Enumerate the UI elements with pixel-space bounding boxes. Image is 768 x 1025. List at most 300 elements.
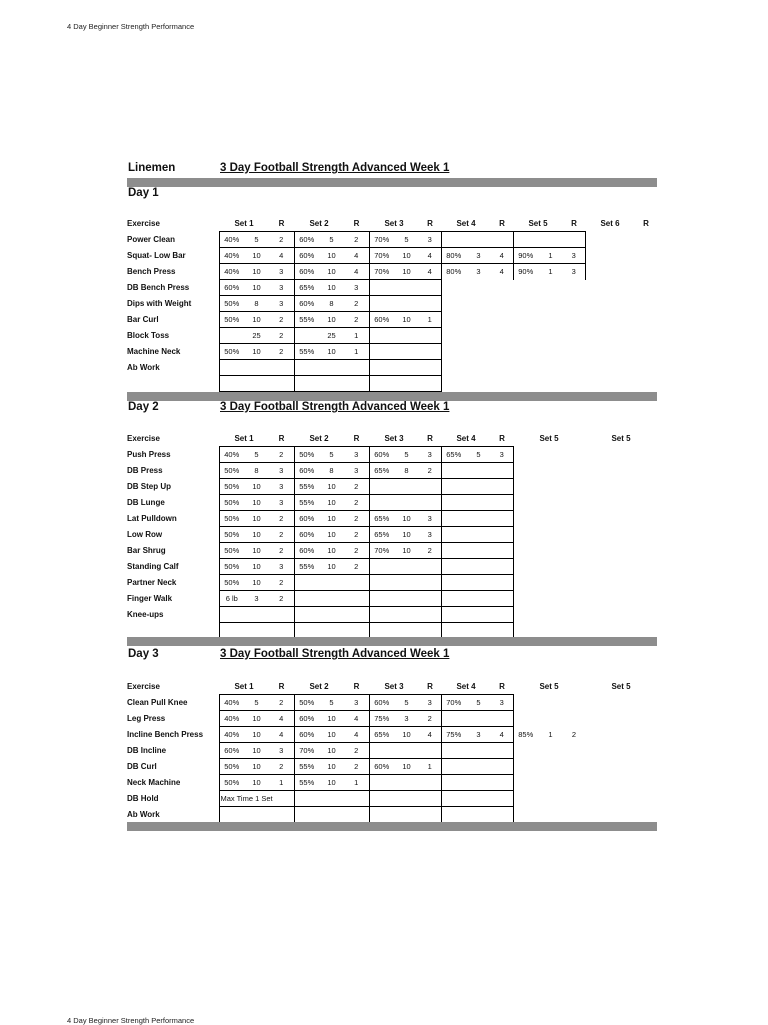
- table-cell: 4: [269, 727, 294, 743]
- page-footer: 4 Day Beginner Strength Performance: [67, 1016, 195, 1025]
- column-header: Set 5: [528, 219, 548, 228]
- exercise-name: Machine Neck: [127, 347, 181, 356]
- day3-table: [127, 679, 657, 823]
- table-cell: [610, 328, 635, 344]
- table-cell: 2: [344, 759, 369, 775]
- table-cell: 8: [244, 463, 269, 479]
- table-cell: [513, 495, 538, 511]
- table-cell: [491, 607, 513, 623]
- table-cell: [635, 791, 657, 807]
- table-cell: [419, 360, 441, 376]
- table-cell: [585, 328, 610, 344]
- table-cell: [419, 743, 441, 759]
- table-cell: 8: [319, 296, 344, 312]
- table-cell: 3: [466, 248, 491, 264]
- table-cell: [513, 296, 538, 312]
- table-cell: 2: [269, 575, 294, 591]
- table-cell: 40%: [219, 232, 244, 248]
- table-cell: [269, 807, 294, 823]
- table-cell: 65%: [369, 527, 394, 543]
- table-cell: 10: [244, 575, 269, 591]
- table-cell: 10: [319, 344, 344, 360]
- table-cell: [610, 711, 635, 727]
- table-cell: 2: [344, 559, 369, 575]
- table-cell: 3: [269, 280, 294, 296]
- table-cell: [394, 775, 419, 791]
- table-cell: [513, 759, 538, 775]
- table-row: [127, 575, 657, 591]
- table-cell: 5: [466, 695, 491, 711]
- table-cell: 40%: [219, 727, 244, 743]
- table-cell: 6 lb: [219, 591, 244, 607]
- table-cell: [635, 360, 657, 376]
- table-cell: [513, 743, 538, 759]
- day3-title-row: [127, 648, 657, 664]
- day1-program-title: 3 Day Football Strength Advanced Week 1: [220, 162, 450, 174]
- table-cell: [466, 543, 491, 559]
- table-row: [127, 264, 657, 280]
- table-cell: 25: [319, 328, 344, 344]
- table-cell: [610, 479, 635, 495]
- table-cell: 10: [244, 711, 269, 727]
- table-cell: [394, 607, 419, 623]
- table-cell: 4: [419, 727, 441, 743]
- table-cell: [319, 376, 344, 392]
- table-cell: [563, 807, 585, 823]
- table-cell: [513, 447, 538, 463]
- table-row: [127, 559, 657, 575]
- table-row: [127, 695, 657, 711]
- column-header: R: [278, 434, 285, 443]
- table-cell: [585, 232, 610, 248]
- table-cell: [491, 527, 513, 543]
- table-cell: [344, 575, 369, 591]
- table-cell: [610, 248, 635, 264]
- table-cell: 3: [419, 511, 441, 527]
- table-cell: 3: [269, 479, 294, 495]
- exercise-name: Standing Calf: [127, 562, 179, 571]
- table-cell: 2: [344, 527, 369, 543]
- table-cell: [513, 543, 538, 559]
- table-cell: [635, 511, 657, 527]
- table-cell: 2: [571, 730, 577, 739]
- table-cell: [394, 328, 419, 344]
- column-header: Set 2: [309, 219, 329, 228]
- table-row: [127, 360, 657, 376]
- table-cell: [491, 559, 513, 575]
- table-cell: 2: [344, 479, 369, 495]
- table-cell: 50%: [219, 495, 244, 511]
- table-cell: [563, 232, 585, 248]
- table-cell: [466, 376, 491, 392]
- exercise-name: DB Bench Press: [127, 283, 190, 292]
- table-cell: [513, 791, 538, 807]
- column-header: R: [353, 434, 360, 443]
- table-cell: 60%: [294, 248, 319, 264]
- table-cell: [635, 495, 657, 511]
- table-cell: 10: [244, 479, 269, 495]
- table-cell: 50%: [294, 447, 319, 463]
- table-cell: 10: [394, 264, 419, 280]
- table-cell: 65%: [369, 511, 394, 527]
- table-cell: [419, 376, 441, 392]
- table-cell: 4: [344, 264, 369, 280]
- table-row: [127, 296, 657, 312]
- table-cell: [585, 447, 610, 463]
- column-header: R: [278, 219, 285, 228]
- table-cell: [635, 312, 657, 328]
- table-cell: [344, 791, 369, 807]
- exercise-name: Squat- Low Bar: [127, 251, 186, 260]
- table-cell: [563, 527, 585, 543]
- table-cell: [244, 807, 269, 823]
- table-cell: [466, 575, 491, 591]
- table-cell: [491, 232, 513, 248]
- table-cell: [563, 360, 585, 376]
- table-cell: [441, 344, 466, 360]
- table-cell: 10: [244, 759, 269, 775]
- column-header: Set 2: [309, 682, 329, 691]
- table-cell: 60%: [219, 743, 244, 759]
- table-cell: [538, 543, 563, 559]
- table-row: [127, 543, 657, 559]
- table-cell: 2: [269, 232, 294, 248]
- table-cell: [419, 559, 441, 575]
- table-cell: [244, 360, 269, 376]
- table-cell: [635, 376, 657, 392]
- table-cell: [319, 791, 344, 807]
- table-cell: [538, 312, 563, 328]
- exercise-name: Knee-ups: [127, 610, 164, 619]
- table-cell: 10: [244, 495, 269, 511]
- table-cell: [466, 807, 491, 823]
- table-cell: [344, 807, 369, 823]
- table-cell: [563, 759, 585, 775]
- table-cell: 5: [244, 447, 269, 463]
- table-cell: [466, 344, 491, 360]
- table-cell: [394, 559, 419, 575]
- table-cell: 1: [344, 344, 369, 360]
- table-cell: [369, 376, 394, 392]
- table-cell: 3: [419, 447, 441, 463]
- table-cell: 10: [319, 527, 344, 543]
- column-header: Exercise: [127, 434, 160, 444]
- column-header: R: [571, 219, 577, 228]
- table-cell: [491, 543, 513, 559]
- table-row: [127, 607, 657, 623]
- table-cell: [538, 791, 563, 807]
- table-cell: 40%: [219, 695, 244, 711]
- table-cell: 70%: [441, 695, 466, 711]
- table-cell: [538, 511, 563, 527]
- table-cell: [466, 479, 491, 495]
- table-cell: [585, 559, 610, 575]
- table-cell: [441, 495, 466, 511]
- table-cell: [610, 559, 635, 575]
- table-cell: [538, 463, 563, 479]
- table-cell: [491, 807, 513, 823]
- column-header: Set 4: [456, 219, 476, 228]
- day2-program-title: 3 Day Football Strength Advanced Week 1: [220, 401, 450, 413]
- table-cell: [538, 527, 563, 543]
- day1-section: [127, 162, 657, 372]
- table-cell: [513, 711, 538, 727]
- table-cell: [419, 296, 441, 312]
- table-cell: [369, 328, 394, 344]
- exercise-name: Power Clean: [127, 235, 176, 244]
- table-cell: [244, 376, 269, 392]
- table-cell: 5: [394, 695, 419, 711]
- table-cell: [466, 495, 491, 511]
- table-cell: 70%: [294, 743, 319, 759]
- table-cell: 2: [344, 743, 369, 759]
- column-header: Set 1: [234, 434, 254, 443]
- table-cell: 4: [419, 248, 441, 264]
- table-cell: [635, 743, 657, 759]
- day3-bottom-bar: [127, 822, 657, 831]
- table-cell: [419, 575, 441, 591]
- table-cell: [369, 807, 394, 823]
- table-cell: [538, 759, 563, 775]
- table-cell: [369, 743, 394, 759]
- table-cell: 2: [269, 695, 294, 711]
- table-cell: 65%: [294, 280, 319, 296]
- exercise-name: Block Toss: [127, 331, 170, 340]
- table-cell: [610, 727, 635, 743]
- table-cell: [491, 759, 513, 775]
- table-cell: [441, 775, 466, 791]
- table-cell: 10: [319, 495, 344, 511]
- table-cell: 90%: [513, 264, 538, 280]
- table-cell: [538, 344, 563, 360]
- table-row: [127, 344, 657, 360]
- table-cell: 50%: [219, 775, 244, 791]
- table-cell: 50%: [219, 527, 244, 543]
- table-cell: 8: [244, 296, 269, 312]
- table-cell: [610, 527, 635, 543]
- table-cell: [513, 232, 538, 248]
- table-cell: [466, 360, 491, 376]
- table-cell: 1: [419, 759, 441, 775]
- table-cell: 5: [244, 232, 269, 248]
- table-cell: [610, 591, 635, 607]
- table-cell: [491, 591, 513, 607]
- day1-top-bar: [127, 178, 657, 187]
- day1-table: [127, 216, 657, 392]
- table-cell: 2: [344, 511, 369, 527]
- table-cell: [585, 775, 610, 791]
- table-cell: [635, 759, 657, 775]
- exercise-name: Neck Machine: [127, 778, 181, 787]
- table-cell: 55%: [294, 559, 319, 575]
- table-cell: [466, 607, 491, 623]
- table-row: [127, 527, 657, 543]
- table-row: [127, 232, 657, 248]
- table-cell: 60%: [294, 511, 319, 527]
- table-cell: [563, 543, 585, 559]
- exercise-name: DB Curl: [127, 762, 157, 771]
- day3-program-title: 3 Day Football Strength Advanced Week 1: [220, 648, 450, 660]
- table-cell: [635, 479, 657, 495]
- table-cell: 50%: [219, 543, 244, 559]
- table-cell: [610, 312, 635, 328]
- table-cell: [585, 280, 610, 296]
- column-header: Set 5: [539, 682, 559, 692]
- table-cell: 55%: [294, 344, 319, 360]
- table-row: [127, 248, 657, 264]
- table-cell: 2: [269, 328, 294, 344]
- day1-title-row: [127, 162, 657, 178]
- table-cell: [394, 280, 419, 296]
- table-cell: 65%: [369, 727, 394, 743]
- table-cell: [563, 280, 585, 296]
- table-cell: [441, 479, 466, 495]
- column-header: R: [643, 219, 649, 229]
- table-cell: [441, 559, 466, 575]
- table-cell: [344, 376, 369, 392]
- day2-title-row: [127, 401, 657, 417]
- table-cell: [513, 575, 538, 591]
- table-cell: [394, 296, 419, 312]
- table-cell: 50%: [219, 479, 244, 495]
- table-cell: 10: [244, 527, 269, 543]
- table-cell: [466, 759, 491, 775]
- table-cell: 60%: [369, 695, 394, 711]
- table-cell: [441, 759, 466, 775]
- column-header: R: [427, 434, 433, 443]
- table-cell: 10: [319, 264, 344, 280]
- column-header: Set 3: [384, 434, 404, 443]
- table-cell: [538, 376, 563, 392]
- table-cell: 60%: [369, 312, 394, 328]
- table-cell: 60%: [294, 463, 319, 479]
- table-cell: 5: [319, 695, 344, 711]
- table-cell: [441, 527, 466, 543]
- table-cell: 3: [269, 743, 294, 759]
- table-cell: 3: [563, 264, 585, 280]
- table-cell: [369, 280, 394, 296]
- exercise-name: [127, 376, 219, 392]
- table-cell: [538, 591, 563, 607]
- table-cell: [585, 344, 610, 360]
- table-cell: [441, 607, 466, 623]
- table-cell: 10: [319, 280, 344, 296]
- table-cell: 60%: [294, 296, 319, 312]
- table-cell: 4: [344, 727, 369, 743]
- exercise-name: Incline Bench Press: [127, 730, 204, 739]
- table-cell: [491, 511, 513, 527]
- table-cell: [491, 360, 513, 376]
- table-cell: 10: [319, 543, 344, 559]
- table-cell: [635, 711, 657, 727]
- table-cell: [635, 543, 657, 559]
- exercise-name: Bench Press: [127, 267, 176, 276]
- table-cell: [538, 495, 563, 511]
- table-row: [127, 479, 657, 495]
- table-row: [127, 591, 657, 607]
- table-cell: [294, 376, 319, 392]
- table-cell: 5: [394, 232, 419, 248]
- table-cell: 3: [491, 447, 513, 463]
- table-cell: [563, 743, 585, 759]
- table-row: [127, 280, 657, 296]
- table-cell: [585, 791, 610, 807]
- table-cell: [513, 607, 538, 623]
- table-cell: [635, 463, 657, 479]
- table-cell: 10: [244, 511, 269, 527]
- column-header: Set 3: [384, 682, 404, 691]
- table-cell: 1: [419, 312, 441, 328]
- table-cell: [538, 559, 563, 575]
- table-cell: [466, 232, 491, 248]
- table-cell: 2: [419, 463, 441, 479]
- table-cell: [269, 607, 294, 623]
- table-cell: [538, 575, 563, 591]
- table-cell: [610, 280, 635, 296]
- table-cell: 60%: [294, 527, 319, 543]
- table-cell: [635, 607, 657, 623]
- table-cell: [294, 360, 319, 376]
- table-cell: [441, 360, 466, 376]
- table-cell: 55%: [294, 479, 319, 495]
- table-cell: [294, 607, 319, 623]
- table-cell: [538, 280, 563, 296]
- table-cell: [419, 775, 441, 791]
- day2-section: [127, 401, 657, 619]
- table-cell: [610, 463, 635, 479]
- table-row: [127, 743, 657, 759]
- table-cell: [394, 479, 419, 495]
- table-cell: [394, 791, 419, 807]
- table-cell: [369, 607, 394, 623]
- table-cell: [319, 360, 344, 376]
- table-cell: 4: [344, 248, 369, 264]
- table-cell: 10: [244, 743, 269, 759]
- table-cell: [538, 807, 563, 823]
- table-cell: 10: [319, 727, 344, 743]
- table-cell: 3: [269, 296, 294, 312]
- table-cell: [563, 791, 585, 807]
- table-cell: [585, 495, 610, 511]
- exercise-name: Finger Walk: [127, 594, 173, 603]
- table-row: [127, 807, 657, 823]
- table-cell: [585, 711, 610, 727]
- table-row: [127, 312, 657, 328]
- table-row: [127, 791, 657, 807]
- table-cell: [513, 527, 538, 543]
- table-cell: [585, 376, 610, 392]
- table-cell: 60%: [294, 727, 319, 743]
- table-cell: [294, 591, 319, 607]
- table-cell: 2: [269, 511, 294, 527]
- column-header: Set 6: [600, 219, 620, 229]
- table-cell: 10: [244, 543, 269, 559]
- table-cell: [563, 591, 585, 607]
- table-cell: [491, 575, 513, 591]
- day1-bottom-bar: [127, 392, 657, 401]
- table-cell: [294, 807, 319, 823]
- table-cell: 10: [394, 248, 419, 264]
- table-cell: [538, 775, 563, 791]
- table-cell: [441, 543, 466, 559]
- table-cell: 2: [419, 711, 441, 727]
- exercise-name: Bar Shrug: [127, 546, 166, 555]
- table-cell: 1: [269, 775, 294, 791]
- table-cell: 70%: [369, 232, 394, 248]
- table-row: [127, 376, 657, 392]
- table-cell: [369, 344, 394, 360]
- table-cell: [419, 495, 441, 511]
